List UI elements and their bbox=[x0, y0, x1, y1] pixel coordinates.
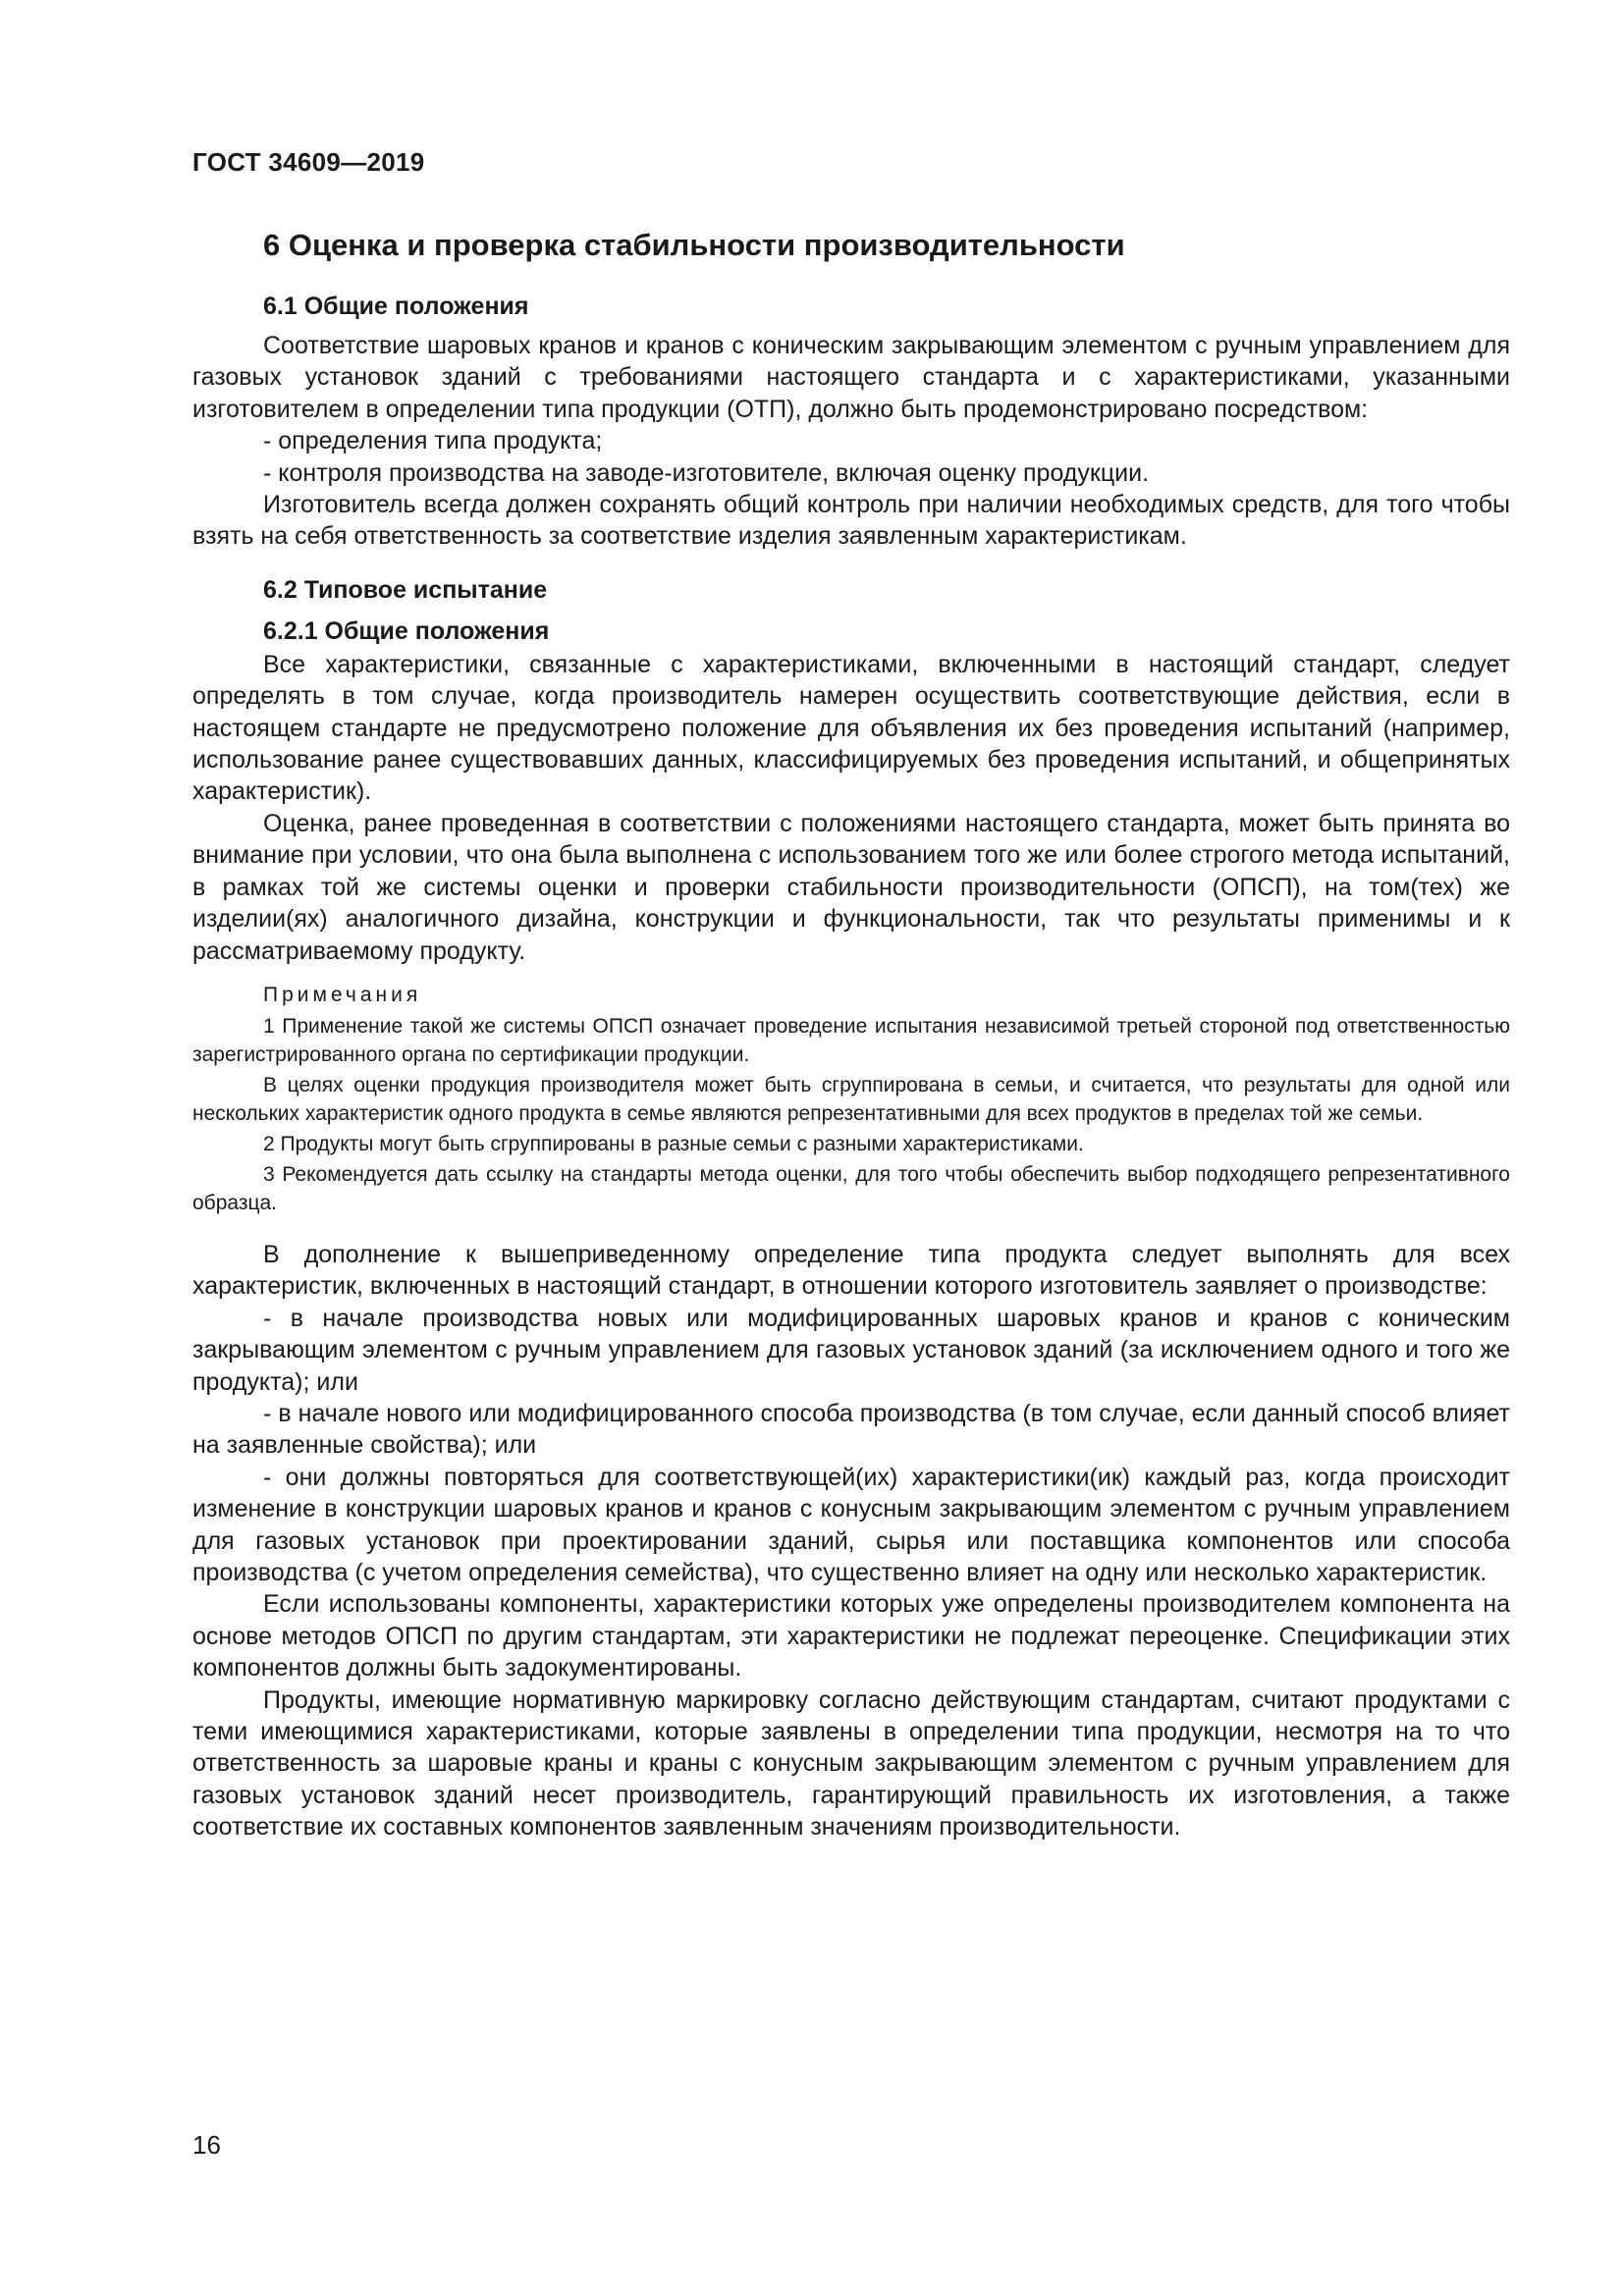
section-6-1-list-item-1: - определения типа продукта; bbox=[263, 427, 603, 455]
section-6-title: 6 Оценка и проверка стабильности производительности bbox=[263, 228, 1125, 262]
note-item: 2 Продукты могут быть сгруппированы в разные семьи с разными характеристиками. bbox=[263, 1132, 1084, 1155]
section-6-2-1-paragraph-1: Все характеристики, связанные с характеристиками, включенными в настоящий стандарт, следует определять в том случае, когда производитель намерен осуществить соответствующие действия, если в настоящем стандарте не предусмотрено положение для объявления их без проведения испытаний (например, использование ранее существовавших данных, классифицируемых без проведения испытаний, и общепринятых характеристик). bbox=[192, 650, 1510, 806]
document-body bbox=[192, 222, 1510, 1843]
notes-block bbox=[192, 981, 1510, 1217]
document-header: ГОСТ 34609—2019 bbox=[192, 147, 425, 177]
section-6-1-paragraph-2: Изготовитель всегда должен сохранять общий контроль при наличии необходимых средств, для того чтобы взять на себя ответственность за соответствие изделия заявленным характеристикам. bbox=[192, 491, 1510, 551]
section-6-2-1-paragraph-3: В дополнение к вышеприведенному определение типа продукта следует выполнять для всех характеристик, включенных в настоящий стандарт, в отношении которого изготовитель заявляет о производстве: bbox=[192, 1240, 1510, 1301]
section-6-2-1-paragraph-4: Если использованы компоненты, характеристики которых уже определены производителем компонента на основе методов ОПСП по другим стандартам, эти характеристики не подлежат переоценке. Спецификации этих компонентов должны быть задокументированы. bbox=[192, 1590, 1510, 1682]
section-6-2-title: 6.2 Типовое испытание bbox=[263, 575, 548, 604]
section-6-2-1-title: 6.2.1 Общие положения bbox=[263, 616, 550, 645]
note-item: 1 Применение такой же системы ОПСП означает проведение испытания независимой третьей стороной под ответственностью зарегистрированного органа по сертификации продукции. bbox=[192, 1014, 1510, 1066]
section-6-1-paragraph-1: Соответствие шаровых кранов и кранов с коническим закрывающим элементом с ручным управлением для газовых установок зданий с требованиями настоящего стандарта и с характеристиками, указанными изготовителем в определении типа продукции (ОТП), должно быть продемонстрировано посредством: bbox=[192, 332, 1510, 423]
section-6-1-list-item-2: - контроля производства на заводе-изготовителе, включая оценку продукции. bbox=[263, 458, 1150, 487]
note-item: В целях оценки продукция производителя может быть сгруппирована в семьи, и считается, что результаты для одной или нескольких характеристик одного продукта в семье являются репрезентативными для всех продуктов в пределах той же семьи. bbox=[192, 1073, 1510, 1125]
section-6-2-1-list-item-3: - они должны повторяться для соответствующей(их) характеристики(ик) каждый раз, когда происходит изменение в конструкции шаровых кранов и кранов с конусным закрывающим элементом с ручным управлением для газовых установок при проектировании зданий, сырья или поставщика компонентов или способа производства (с учетом определения семейства), что существенно влияет на одну или несколько характеристик. bbox=[192, 1463, 1510, 1586]
notes-title: Примечания bbox=[263, 983, 422, 1006]
section-6-2-1-paragraph-5: Продукты, имеющие нормативную маркировку согласно действующим стандартам, считают продуктами с теми имеющимися характеристиками, которые заявлены в определении типа продукции, несмотря на то что ответственность за шаровые краны и краны с конусным закрывающим элементом с ручным управлением для газовых установок зданий несет производитель, гарантирующий правильность их изготовления, а также соответствие их составных компонентов заявленным значениям производительности. bbox=[192, 1685, 1510, 1842]
section-6-1-title: 6.1 Общие положения bbox=[263, 293, 529, 320]
section-6-2-1-paragraph-2: Оценка, ранее проведенная в соответствии с положениями настоящего стандарта, может быть принята во внимание при условии, что она была выполнена с использованием того же или более строгого метода испытаний, в рамках той же системы оценки и проверки стабильности производительности (ОПСП), на том(тех) же изделии(ях) аналогичного дизайна, конструкции и функциональности, так что результаты применимы и к рассматриваемому продукту. bbox=[192, 809, 1510, 965]
spacer bbox=[192, 1219, 1510, 1239]
page-number: 16 bbox=[192, 2130, 221, 2160]
note-item: 3 Рекомендуется дать ссылку на стандарты метода оценки, для того чтобы обеспечить выбор подходящего репрезентативного образца. bbox=[192, 1162, 1510, 1214]
section-6-2-1-list-item-2: - в начале нового или модифицированного способа производства (в том случае, если данный способ влияет на заявленные свойства); или bbox=[192, 1399, 1510, 1460]
section-6-2-1-list-item-1: - в начале производства новых или модифицированных шаровых кранов и кранов с коническим закрывающим элементом с ручным управлением для газовых установок зданий (за исключением одного и того же продукта); или bbox=[192, 1304, 1510, 1396]
